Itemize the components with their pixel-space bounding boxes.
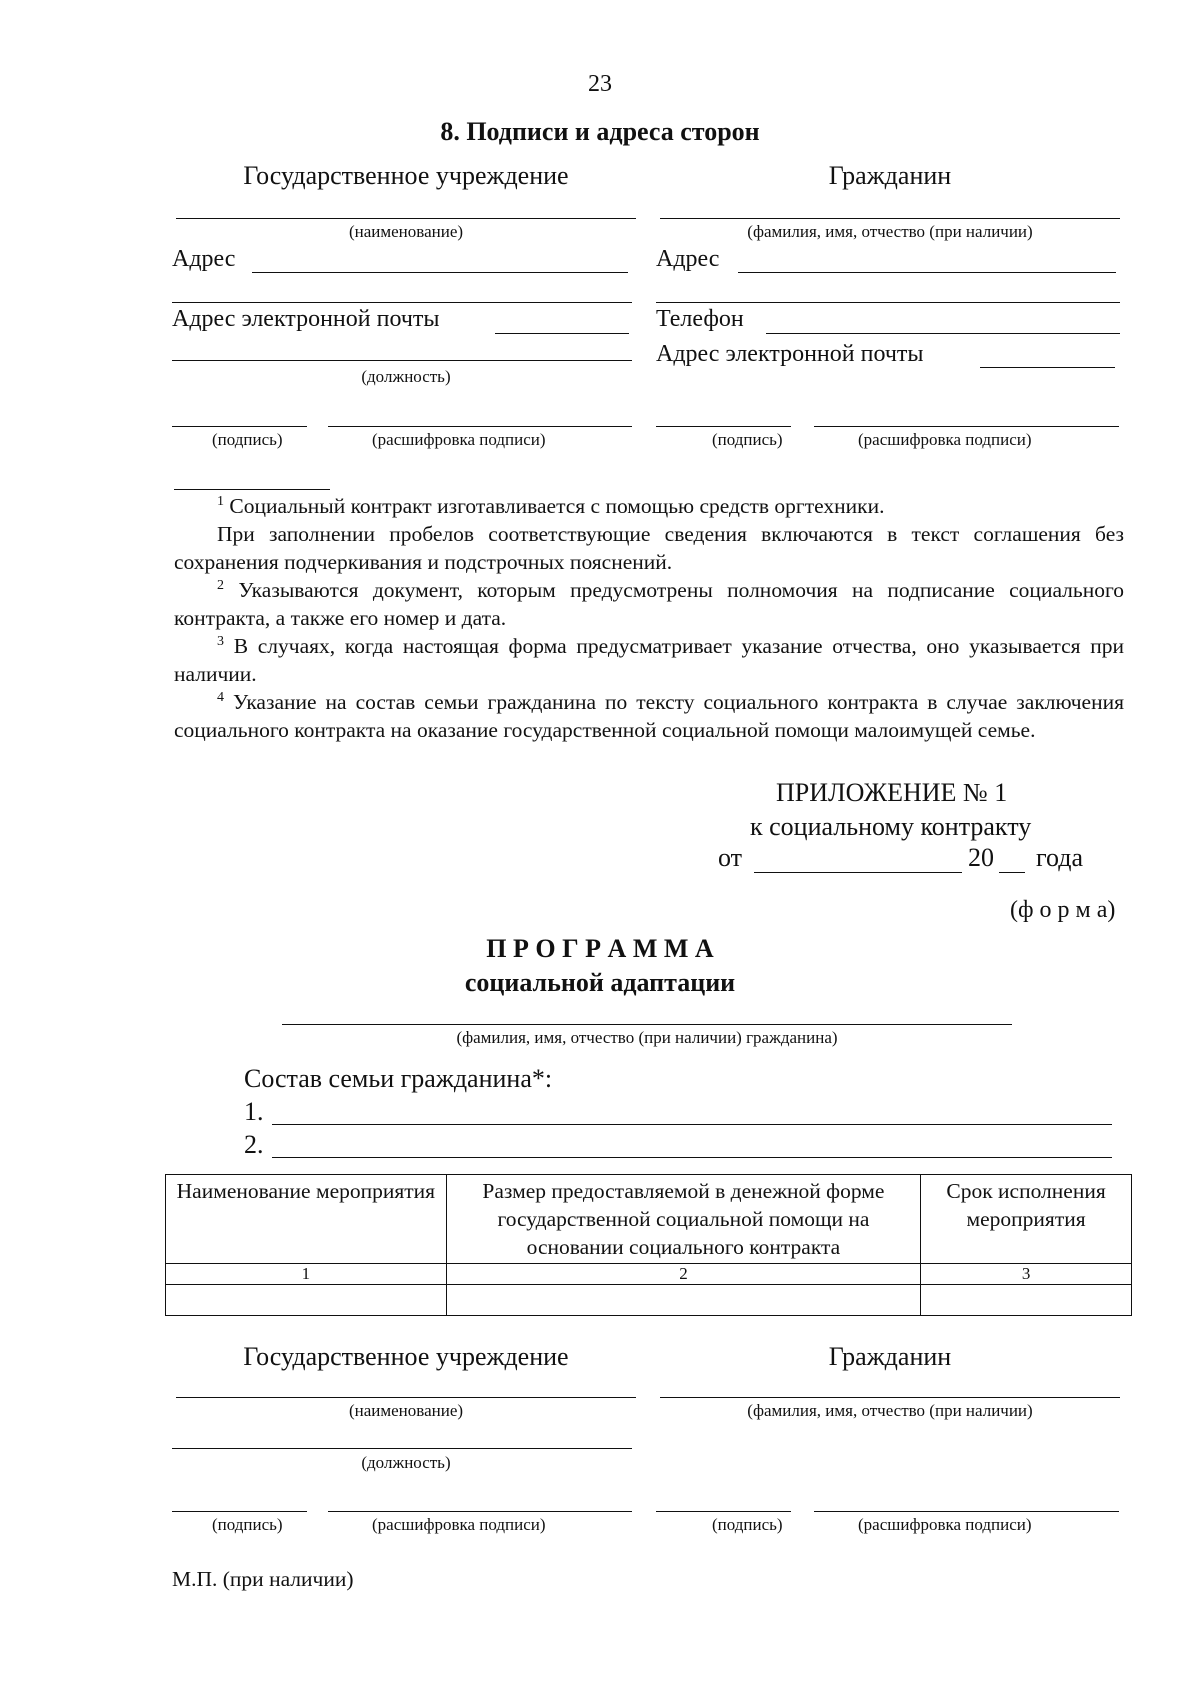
footnote-1-note: При заполнении пробелов соответствующие сведения включаются в текст соглашения без сохранения подчеркивания и подстрочных пояснений. — [174, 522, 1124, 574]
bottom-citizen-signature-line[interactable] — [656, 1511, 791, 1512]
page-number: 23 — [588, 71, 612, 97]
family-item-1-number: 1. — [244, 1097, 264, 1126]
appendix-year-line[interactable] — [999, 872, 1025, 873]
form-note: (ф о р м а) — [1010, 897, 1116, 923]
footnote-2-text: Указываются документ, которым предусмотрены полномочия на подписание социального контракта, а также его номер и дата. — [174, 578, 1125, 630]
right-party-heading: Гражданин — [828, 161, 952, 190]
org-address-line-2[interactable] — [172, 302, 632, 303]
bottom-org-decoding-line[interactable] — [328, 1511, 632, 1512]
citizen-signature-decoding-line[interactable] — [814, 426, 1119, 427]
footnote-3 — [174, 632, 1124, 688]
family-item-2-number: 2. — [244, 1130, 264, 1159]
citizen-fullname-line[interactable] — [282, 1024, 1012, 1025]
program-table-header-row — [166, 1175, 1132, 1264]
footnote-4-text: Указание на состав семьи гражданина по тексту социального контракта в случае заключения социального контракта на оказание государственной социальной помощи малоимущей семье. — [174, 690, 1124, 742]
footnote-1-marker: 1 — [217, 494, 224, 509]
appendix-date-prefix: от — [718, 843, 743, 872]
left-party-heading: Государственное учреждение — [243, 161, 569, 190]
footnote-4-marker: 4 — [217, 690, 224, 705]
bottom-citizen-name-caption: (фамилия, имя, отчество (при наличии) — [747, 1401, 1033, 1420]
org-position-caption: (должность) — [361, 367, 451, 386]
citizen-name-caption: (фамилия, имя, отчество (при наличии) — [747, 222, 1033, 241]
section-title: 8. Подписи и адреса сторон — [440, 117, 760, 146]
table-cell[interactable] — [446, 1285, 920, 1316]
bottom-org-decoding-caption: (расшифровка подписи) — [372, 1515, 546, 1534]
stamp-note: М.П. (при наличии) — [172, 1567, 354, 1591]
citizen-fullname-caption: (фамилия, имя, отчество (при наличии) гражданина) — [456, 1028, 838, 1047]
citizen-phone-label: Телефон — [656, 306, 744, 332]
bottom-citizen-name-line[interactable] — [660, 1397, 1120, 1398]
citizen-signature-caption: (подпись) — [712, 430, 783, 449]
footnote-4 — [174, 688, 1124, 744]
org-name-caption: (наименование) — [348, 222, 464, 241]
bottom-citizen-decoding-caption: (расшифровка подписи) — [858, 1515, 1032, 1534]
bottom-org-name-line[interactable] — [176, 1397, 636, 1398]
bottom-org-position-caption: (должность) — [361, 1453, 451, 1472]
appendix-date-line[interactable] — [754, 872, 962, 873]
bottom-org-position-line[interactable] — [172, 1448, 632, 1449]
bottom-org-signature-line[interactable] — [172, 1511, 307, 1512]
org-decoding-caption: (расшифровка подписи) — [372, 430, 546, 449]
citizen-decoding-caption: (расшифровка подписи) — [858, 430, 1032, 449]
citizen-address-line[interactable] — [738, 272, 1116, 273]
footnote-1-text: Социальный контракт изготавливается с помощью средств оргтехники. — [229, 494, 885, 518]
table-cell[interactable] — [921, 1285, 1132, 1316]
appendix-date-suffix: года — [1036, 843, 1084, 872]
header-event-name: Наименование мероприятия — [166, 1175, 447, 1264]
org-address-line[interactable] — [252, 272, 628, 273]
bottom-org-signature-caption: (подпись) — [212, 1515, 283, 1534]
org-email-line[interactable] — [495, 333, 629, 334]
bottom-citizen-decoding-line[interactable] — [814, 1511, 1119, 1512]
citizen-name-line[interactable] — [660, 218, 1120, 219]
footnote-2 — [174, 576, 1124, 632]
org-signature-decoding-line[interactable] — [328, 426, 632, 427]
table-cell[interactable] — [166, 1285, 447, 1316]
citizen-address-line-2[interactable] — [656, 302, 1120, 303]
citizen-phone-line[interactable] — [766, 333, 1120, 334]
bottom-citizen-signature-caption: (подпись) — [712, 1515, 783, 1534]
column-number-3: 3 — [921, 1264, 1132, 1285]
citizen-email-line[interactable] — [980, 367, 1115, 368]
footnotes — [174, 492, 1124, 744]
footnote-3-text: В случаях, когда настоящая форма предусматривает указание отчества, оно указывается при наличии. — [174, 634, 1124, 686]
appendix-title: ПРИЛОЖЕНИЕ № 1 — [776, 778, 1008, 807]
bottom-right-party-heading: Гражданин — [828, 1342, 952, 1371]
citizen-signature-line[interactable] — [656, 426, 791, 427]
org-name-line[interactable] — [176, 218, 636, 219]
org-address-label: Адрес — [172, 246, 236, 272]
footnote-3-marker: 3 — [217, 634, 224, 649]
bottom-left-party-heading: Государственное учреждение — [243, 1342, 569, 1371]
program-table-row — [166, 1285, 1132, 1316]
program-title: П Р О Г Р А М М А — [486, 934, 714, 963]
citizen-email-label: Адрес электронной почты — [656, 341, 924, 367]
citizen-address-label: Адрес — [656, 246, 720, 272]
footnote-2-marker: 2 — [217, 578, 224, 593]
bottom-org-name-caption: (наименование) — [348, 1401, 464, 1420]
org-position-line[interactable] — [172, 360, 632, 361]
appendix-date-year: 20 — [968, 843, 994, 872]
program-table — [165, 1174, 1132, 1316]
program-table-number-row — [166, 1264, 1132, 1285]
family-label: Состав семьи гражданина*: — [244, 1064, 553, 1093]
family-item-2-line[interactable] — [272, 1157, 1112, 1158]
header-aid-amount: Размер предоставляемой в денежной форме государственной социальной помощи на основании социального контракта — [446, 1175, 920, 1264]
appendix-subtitle: к социальному контракту — [750, 812, 1032, 841]
family-item-1-line[interactable] — [272, 1124, 1112, 1125]
org-signature-caption: (подпись) — [212, 430, 283, 449]
footnote-1 — [174, 492, 1124, 520]
org-email-label: Адрес электронной почты — [172, 306, 440, 332]
column-number-1: 1 — [166, 1264, 447, 1285]
header-deadline: Срок исполнения мероприятия — [921, 1175, 1132, 1264]
org-signature-line[interactable] — [172, 426, 307, 427]
program-subtitle: социальной адаптации — [464, 968, 736, 997]
column-number-2: 2 — [446, 1264, 920, 1285]
footnote-separator — [174, 489, 330, 490]
